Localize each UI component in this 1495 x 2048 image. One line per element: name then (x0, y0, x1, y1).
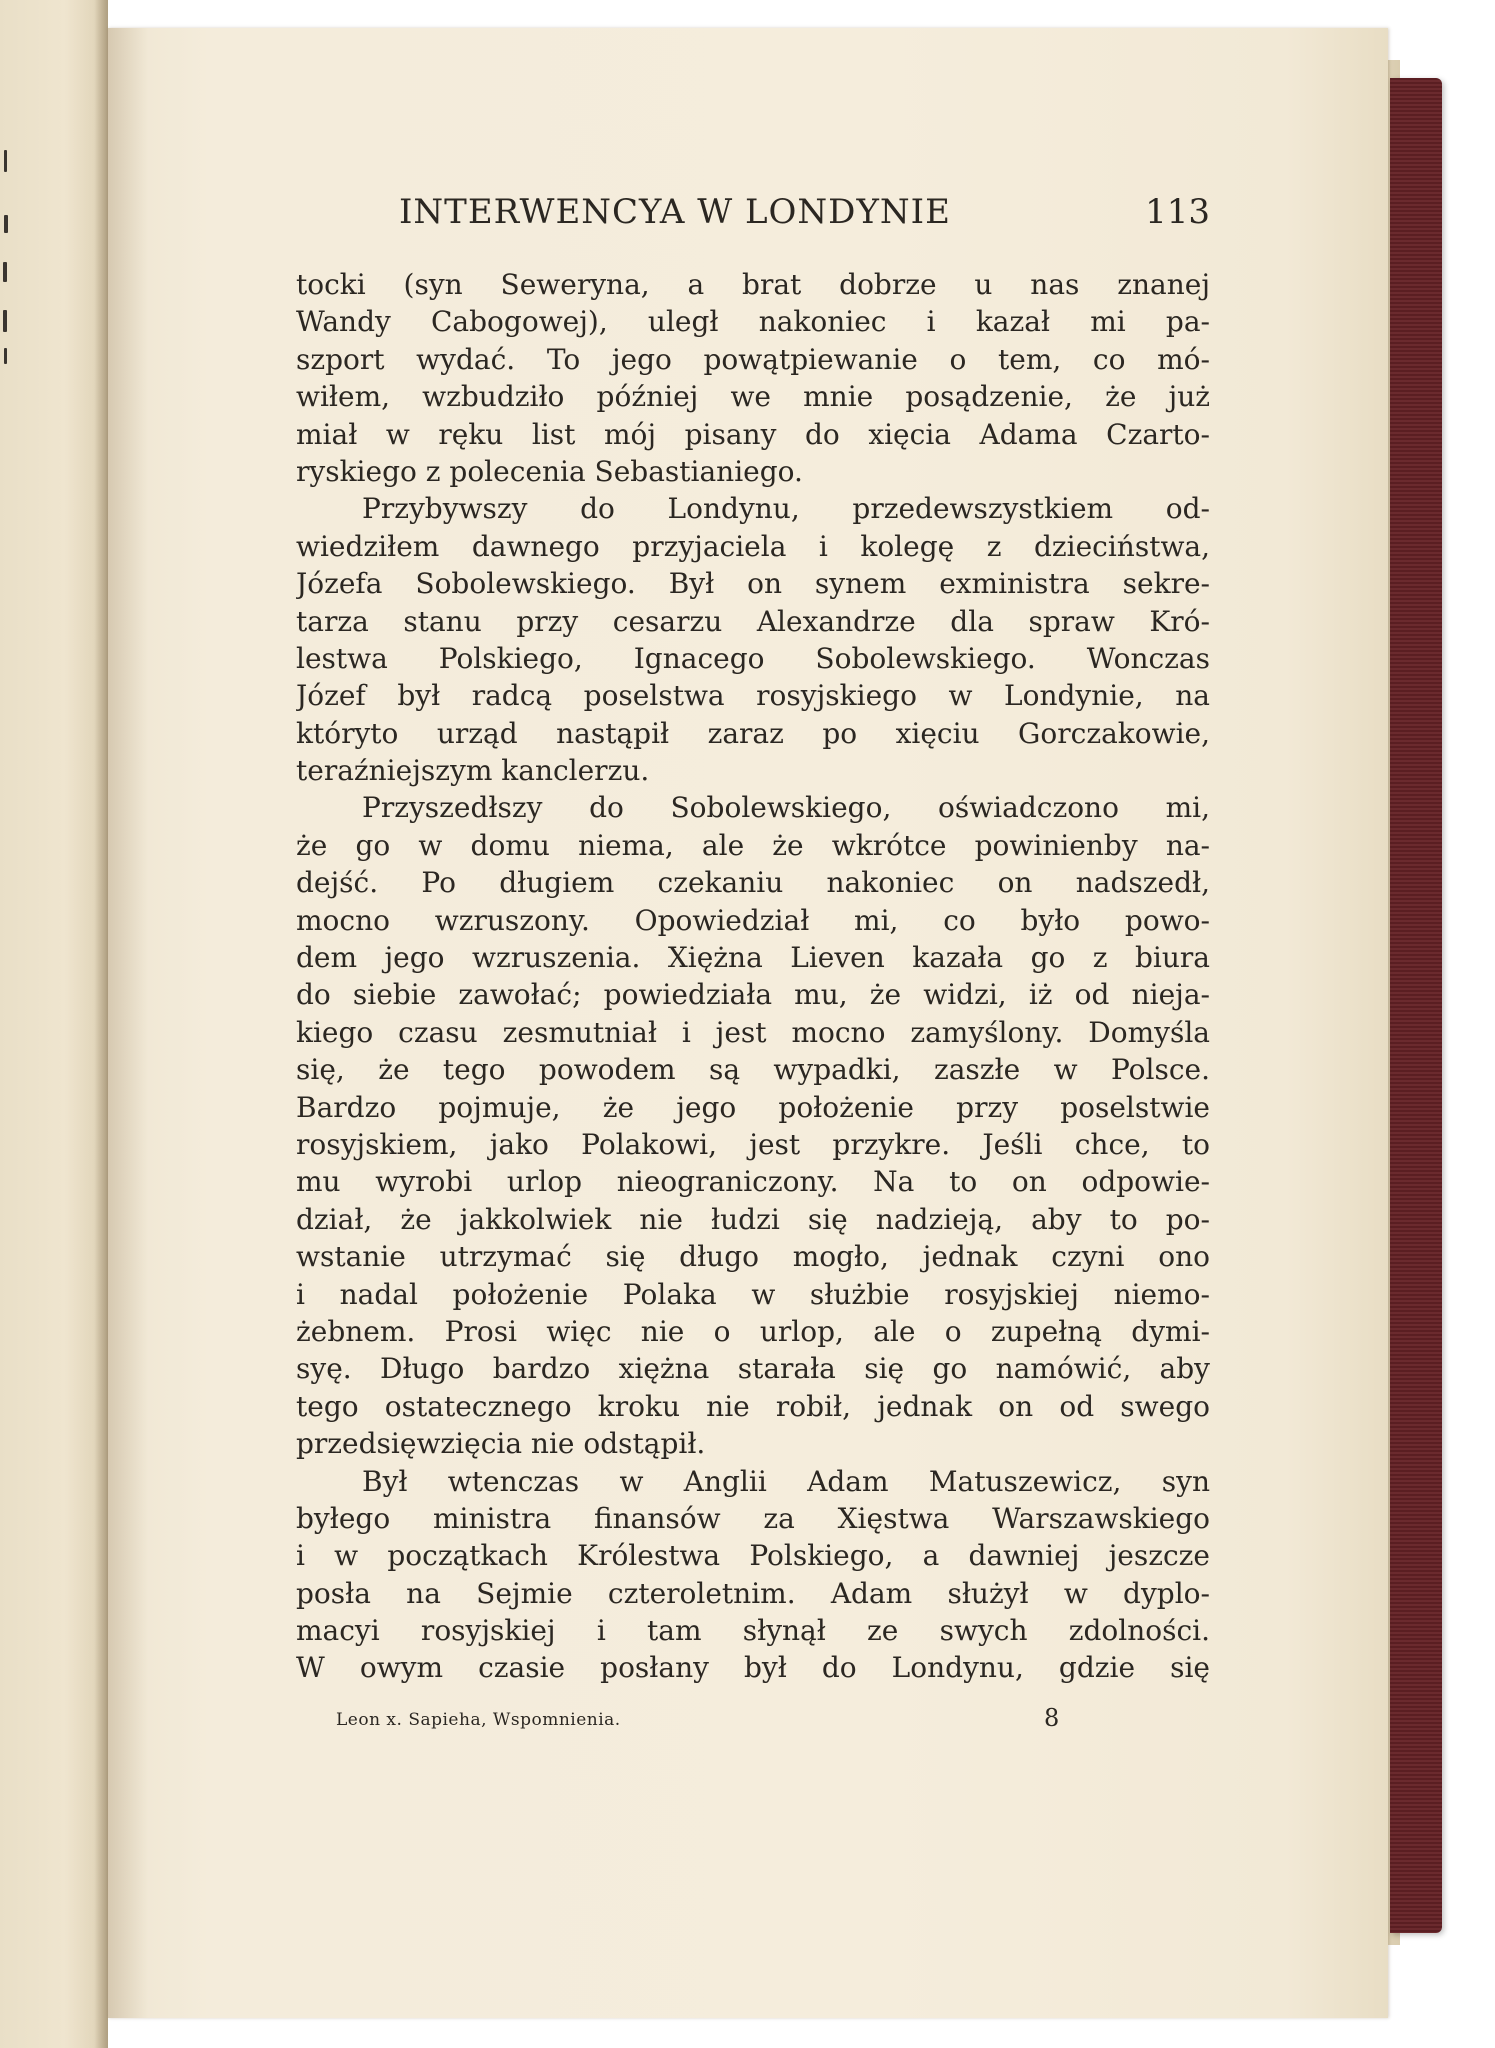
text-line: wiedziłem dawnego przyjaciela i kolegę z dzieciństwa, (296, 529, 1210, 563)
text-fragment-mark (4, 348, 7, 364)
text-line: macyi rosyjskiej i tam słynął ze swych zdolności. (296, 1614, 1210, 1648)
text-line: tego ostatecznego kroku nie robił, jednak on od swego (296, 1389, 1210, 1423)
text-line: i nadal położenie Polaka w służbie rosyjskiej niemo- (296, 1277, 1210, 1311)
text-line: Józef był radcą poselstwa rosyjskiego w Londynie, na (296, 679, 1210, 713)
page-header (296, 190, 1210, 240)
text-fragment-mark (4, 150, 7, 172)
running-head: INTERWENCYA W LONDYNIE (399, 192, 951, 232)
text-fragment-mark (3, 310, 7, 332)
page-curl-shadow (108, 28, 148, 2018)
text-line: lestwa Polskiego, Ignacego Sobolewskiego. Wonczas (296, 641, 1210, 675)
text-line: i w początkach Królestwa Polskiego, a dawniej jeszcze (296, 1539, 1210, 1573)
text-line: ryskiego z polecenia Sebastianiego. (296, 454, 803, 488)
text-fragment-mark (4, 215, 8, 233)
text-line: że go w domu niema, ale że wkrótce powinienby na- (296, 828, 1210, 862)
text-line: Józefa Sobolewskiego. Był on synem exministra sekre- (296, 567, 1210, 601)
signature-mark: 8 (1044, 1703, 1060, 1732)
printer-signature-text: Leon x. Sapieha, Wspomnienia. (336, 1709, 621, 1730)
text-line: Był wtenczas w Anglii Adam Matuszewicz, syn (362, 1464, 1210, 1498)
page-number: 113 (1145, 192, 1210, 232)
page-footer (296, 1705, 1210, 1745)
text-line: dział, że jakkolwiek nie łudzi się nadzieją, aby to po- (296, 1202, 1210, 1236)
text-line: posła na Sejmie czteroletnim. Adam służył w dyplo- (296, 1576, 1210, 1610)
text-line: mocno wzruszony. Opowiedział mi, co było powo- (296, 903, 1210, 937)
text-line: któryto urząd nastąpił zaraz po xięciu Gorczakowie, (296, 716, 1210, 750)
text-line: Bardzo pojmuje, że jego położenie przy poselstwie (296, 1090, 1210, 1124)
text-line: żebnem. Prosi więc nie o urlop, ale o zupełną dymi- (296, 1314, 1210, 1348)
text-line: Przyszedłszy do Sobolewskiego, oświadczono mi, (362, 791, 1210, 825)
text-line: W owym czasie posłany był do Londynu, gdzie się (296, 1651, 1210, 1685)
previous-page-edge (0, 0, 108, 2048)
text-line: wstanie utrzymać się długo mogło, jednak czyni ono (296, 1240, 1210, 1274)
text-line: mu wyrobi urlop nieograniczony. Na to on odpowie- (296, 1165, 1210, 1199)
text-line: syę. Długo bardzo xiężna starała się go namówić, aby (296, 1352, 1210, 1386)
text-line: miał w ręku list mój pisany do xięcia Adama Czarto- (296, 417, 1210, 451)
text-line: przedsięwzięcia nie odstąpił. (296, 1427, 706, 1461)
text-line: dem jego wzruszenia. Xiężna Lieven kazała go z biura (296, 941, 1210, 975)
text-line: Przybywszy do Londynu, przedewszystkiem od- (362, 492, 1210, 526)
text-line: szport wydać. To jego powątpiewanie o tem, co mó- (296, 342, 1210, 376)
book-cover-edge (1390, 78, 1442, 1933)
gutter-shadow (94, 0, 108, 2048)
text-line: rosyjskiem, jako Polakowi, jest przykre. Jeśli chce, to (296, 1127, 1210, 1161)
text-line: się, że tego powodem są wypadki, zaszłe w Polsce. (296, 1053, 1210, 1087)
text-fragment-mark (3, 262, 7, 282)
text-line: Wandy Cabogowej), uległ nakoniec i kazał mi pa- (296, 305, 1210, 339)
text-line: tarza stanu przy cesarzu Alexandrze dla spraw Kró- (296, 604, 1210, 638)
text-line: kiego czasu zesmutniał i jest mocno zamyślony. Domyśla (296, 1015, 1210, 1049)
text-line: do siebie zawołać; powiedziała mu, że widzi, iż od nieja- (296, 978, 1210, 1012)
text-line: teraźniejszym kanclerzu. (296, 754, 650, 788)
text-line: tocki (syn Seweryna, a brat dobrze u nas znanej (296, 268, 1210, 301)
text-line: dejść. Po długiem czekaniu nakoniec on nadszedł, (296, 866, 1210, 900)
book-page (108, 28, 1388, 2018)
page-text-block (296, 190, 1210, 1745)
text-line: byłego ministra finansów za Xięstwa Warszawskiego (296, 1501, 1210, 1535)
text-line: wiłem, wzbudziło później we mnie posądzenie, że już (296, 380, 1210, 414)
